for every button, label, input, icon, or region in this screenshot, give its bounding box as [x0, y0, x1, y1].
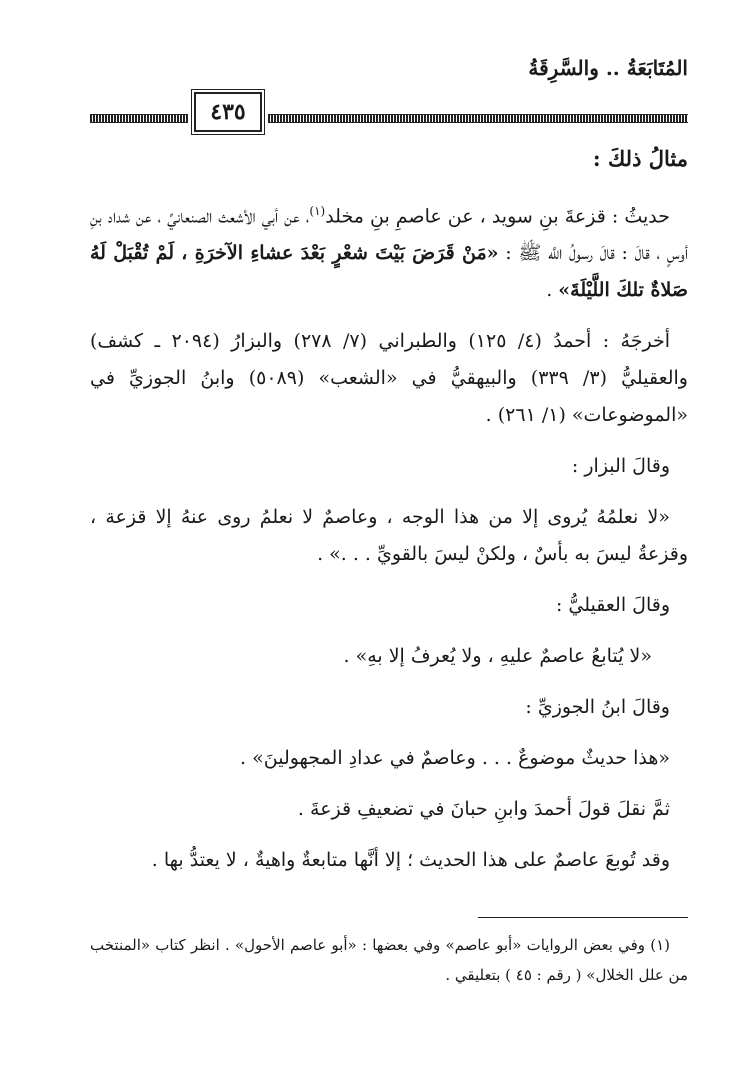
bazzar-intro: وقالَ البزار :: [571, 455, 670, 478]
uqayli-intro: وقالَ العقيليُّ :: [555, 594, 670, 617]
running-title: المُتَابَعَةُ .. والسَّرِقَةُ: [528, 56, 688, 80]
footnote: [90, 930, 688, 990]
jawzi-intro: وقالَ ابنُ الجوزيِّ :: [525, 696, 670, 719]
hadith-chain: ، عن أبي الأشعث الصنعانيِّ ، عن شداد بنِ أوسٍ ، قالَ : قالَ رسولُ اللَّه ﷺ :: [90, 205, 688, 265]
naql-paragraph: ثمَّ نقلَ قولَ أحمدَ وابنِ حبانَ في تضعيفِ قزعةَ .: [297, 798, 670, 821]
footnote-separator: [478, 917, 688, 918]
hadith-paragraph: [90, 193, 688, 309]
main-text: [90, 140, 688, 893]
page-number: ٤٣٥: [194, 92, 262, 132]
hadith-tail: .: [546, 279, 559, 302]
footnote-mark: (١): [309, 204, 326, 218]
hadith-text: «مَنْ قَرَضَ بَيْتَ شعْرٍ بَعْدَ عشاءِ الآخرَةِ ، لَمْ تُقْبَلْ لَهُ صَلاةٌ تلكَ اللَّيْلَةَ»: [90, 242, 688, 302]
bazzar-quote: «لا نعلمُهُ يُروى إلا من هذا الوجه ، وعاصمٌ لا نعلمُ روى عنهُ إلا قزعة ، وقزعةُ ليسَ به بأسٌ ، ولكنْ ليسَ بالقويِّ . . .» .: [90, 506, 688, 566]
conclusion-paragraph: وقد تُوبعَ عاصمٌ على هذا الحديث ؛ إلا أنَّها متابعةٌ واهيةٌ ، لا يعتدُّ بها .: [151, 849, 670, 872]
section-heading: مثالُ ذلكَ :: [592, 146, 688, 171]
takhrij-paragraph: أخرجَهُ : أحمدُ (٤/ ١٢٥) والطبراني (٧/ ٢٧٨) والبزارُ (٢٠٩٤ ـ كشف) والعقيليُّ (٣/ ٣٣٩) والبيهقيُّ في «الشعب» (٥٠٨٩) وابنُ الجوزيِّ في «الموضوعات» (١/ ٢٦١) .: [90, 330, 688, 427]
header-rule-row: [90, 92, 688, 142]
header-rule-right: [268, 114, 688, 123]
jawzi-quote: «هذا حديثٌ موضوعٌ . . . وعاصمٌ في عدادِ المجهولينَ» .: [240, 747, 670, 770]
hadith-lead: حديثُ : قزعةَ بنِ سويد ، عن عاصمِ بنِ مخلد: [325, 205, 670, 228]
header-rule-left: [90, 114, 188, 123]
uqayli-quote: «لا يُتابعُ عاصمٌ عليهِ ، ولا يُعرفُ إلا بهِ» .: [343, 645, 652, 668]
footnote-text: (١) وفي بعض الروايات «أبو عاصم» وفي بعضها : «أبو عاصم الأحول» . انظر كتاب «المنتخب من علل الخلال» ( رقم : ٤٥ ) بتعليقي .: [90, 936, 688, 984]
